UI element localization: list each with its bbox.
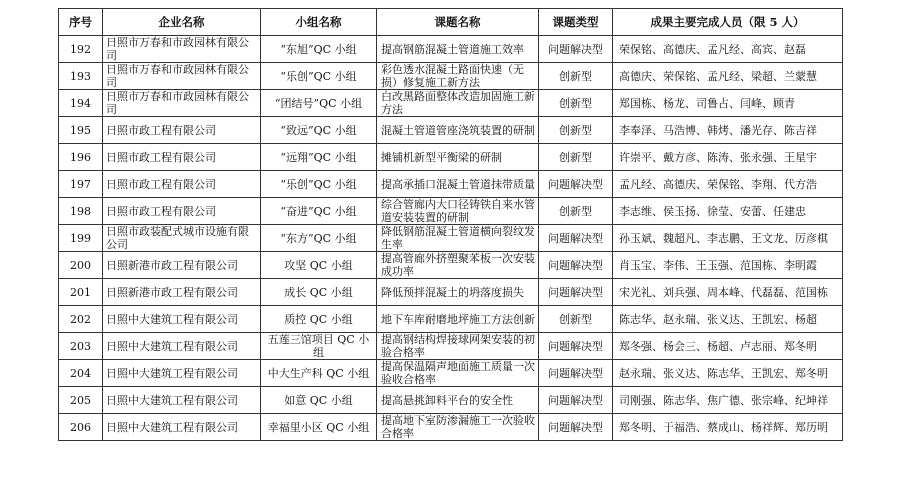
group-name: “东旭”QC 小组 [261,36,377,63]
header-no: 序号 [59,9,103,36]
company-name: 日照中大建筑工程有限公司 [103,306,261,333]
team-members: 司刚强、陈志华、焦广德、张宗峰、纪坤祥 [613,387,843,414]
topic-type: 创新型 [539,144,613,171]
topic-name: 混凝土管道管座浇筑装置的研制 [377,117,539,144]
row-number: 197 [59,171,103,198]
table-row [59,225,843,252]
group-name: “团结号”QC 小组 [261,90,377,117]
group-name: 中大生产科 QC 小组 [261,360,377,387]
table-row [59,279,843,306]
topic-name: 提高悬挑卸料平台的安全性 [377,387,539,414]
topic-name: 提高保温隔声地面施工质量一次验收合格率 [377,360,539,387]
row-number: 206 [59,414,103,441]
row-number: 192 [59,36,103,63]
group-name: 如意 QC 小组 [261,387,377,414]
row-number: 193 [59,63,103,90]
team-members: 孟凡经、高德庆、荣保铭、李翔、代方浩 [613,171,843,198]
row-number: 196 [59,144,103,171]
group-name: “乐创”QC 小组 [261,63,377,90]
table-row [59,387,843,414]
topic-name: 降低预拌混凝土的坍落度损失 [377,279,539,306]
table-row [59,117,843,144]
company-name: 日照市政装配式城市设施有限公司 [103,225,261,252]
group-name: “致远”QC 小组 [261,117,377,144]
row-number: 194 [59,90,103,117]
table-row [59,198,843,225]
team-members: 李志维、侯玉扬、徐莹、安蕾、任建忠 [613,198,843,225]
team-members: 郑冬明、于福浩、蔡成山、杨祥辉、郑历明 [613,414,843,441]
group-name: “奋进”QC 小组 [261,198,377,225]
header-company: 企业名称 [103,9,261,36]
row-number: 203 [59,333,103,360]
company-name: 日照新港市政工程有限公司 [103,252,261,279]
company-name: 日照中大建筑工程有限公司 [103,414,261,441]
header-people: 成果主要完成人员（限 5 人） [613,9,843,36]
topic-name: 提高承插口混凝土管道抹带质量 [377,171,539,198]
company-name: 日照市政工程有限公司 [103,144,261,171]
row-number: 201 [59,279,103,306]
team-members: 陈志华、赵永瑞、张义达、王凯宏、杨超 [613,306,843,333]
header-type: 课题类型 [539,9,613,36]
table-row [59,63,843,90]
company-name: 日照中大建筑工程有限公司 [103,333,261,360]
topic-name: 白改黑路面整体改造加固施工新方法 [377,90,539,117]
qc-results-table [58,8,843,441]
topic-name: 摊铺机新型平衡梁的研制 [377,144,539,171]
team-members: 郑冬强、杨会三、杨超、卢志丽、郑冬明 [613,333,843,360]
topic-type: 创新型 [539,63,613,90]
team-members: 宋光礼、刘兵强、周本峰、代磊磊、范国栋 [613,279,843,306]
company-name: 日照中大建筑工程有限公司 [103,387,261,414]
header-group: 小组名称 [261,9,377,36]
topic-name: 综合管廊内大口径铸铁自来水管道安装装置的研制 [377,198,539,225]
topic-type: 问题解决型 [539,36,613,63]
topic-name: 提高地下室防渗漏施工一次验收合格率 [377,414,539,441]
topic-name: 提高钢结构焊接球网架安装的初验合格率 [377,333,539,360]
table-row [59,36,843,63]
team-members: 孙玉斌、魏超凡、李志鹏、王文龙、厉彦棋 [613,225,843,252]
group-name: “东方”QC 小组 [261,225,377,252]
company-name: 日照市政工程有限公司 [103,171,261,198]
table-row [59,333,843,360]
table-row [59,144,843,171]
row-number: 205 [59,387,103,414]
group-name: 质控 QC 小组 [261,306,377,333]
team-members: 荣保铭、高德庆、孟凡经、高宾、赵磊 [613,36,843,63]
team-members: 赵永瑞、张义达、陈志华、王凯宏、郑冬明 [613,360,843,387]
table-row [59,90,843,117]
company-name: 日照新港市政工程有限公司 [103,279,261,306]
topic-type: 问题解决型 [539,387,613,414]
table-row [59,171,843,198]
row-number: 198 [59,198,103,225]
group-name: 攻坚 QC 小组 [261,252,377,279]
topic-type: 问题解决型 [539,171,613,198]
row-number: 199 [59,225,103,252]
topic-type: 创新型 [539,198,613,225]
team-members: 郑国栋、杨龙、司鲁占、闫峰、顾青 [613,90,843,117]
topic-type: 问题解决型 [539,333,613,360]
group-name: 五莲三馆项目 QC 小组 [261,333,377,360]
row-number: 202 [59,306,103,333]
table-row [59,306,843,333]
header-topic: 课题名称 [377,9,539,36]
group-name: 幸福里小区 QC 小组 [261,414,377,441]
group-name: 成长 QC 小组 [261,279,377,306]
team-members: 李奉泽、马浩博、韩烤、潘光存、陈吉祥 [613,117,843,144]
topic-type: 创新型 [539,90,613,117]
table-row [59,414,843,441]
row-number: 200 [59,252,103,279]
row-number: 204 [59,360,103,387]
topic-name: 提高钢筋混凝土管道施工效率 [377,36,539,63]
team-members: 许崇平、戴方彦、陈涛、张永强、王星宇 [613,144,843,171]
topic-type: 创新型 [539,117,613,144]
company-name: 日照中大建筑工程有限公司 [103,360,261,387]
group-name: “乐创”QC 小组 [261,171,377,198]
row-number: 195 [59,117,103,144]
topic-type: 问题解决型 [539,279,613,306]
company-name: 日照市政工程有限公司 [103,198,261,225]
table-row [59,252,843,279]
company-name: 日照市万春和市政园林有限公司 [103,90,261,117]
topic-type: 创新型 [539,306,613,333]
table-header-row [59,9,843,36]
topic-type: 问题解决型 [539,225,613,252]
topic-type: 问题解决型 [539,360,613,387]
topic-name: 彩色透水混凝土路面快速（无损）修复施工新方法 [377,63,539,90]
team-members: 肖玉宝、李伟、王玉强、范国栋、李明霞 [613,252,843,279]
company-name: 日照市万春和市政园林有限公司 [103,63,261,90]
team-members: 高德庆、荣保铭、孟凡经、梁超、兰蒙慧 [613,63,843,90]
topic-type: 问题解决型 [539,414,613,441]
table-row [59,360,843,387]
topic-name: 提高管廊外挤塑聚苯板一次安装成功率 [377,252,539,279]
company-name: 日照市万春和市政园林有限公司 [103,36,261,63]
topic-type: 问题解决型 [539,252,613,279]
topic-name: 降低钢筋混凝土管道横向裂纹发生率 [377,225,539,252]
group-name: “远翔”QC 小组 [261,144,377,171]
topic-name: 地下车库耐磨地坪施工方法创新 [377,306,539,333]
company-name: 日照市政工程有限公司 [103,117,261,144]
